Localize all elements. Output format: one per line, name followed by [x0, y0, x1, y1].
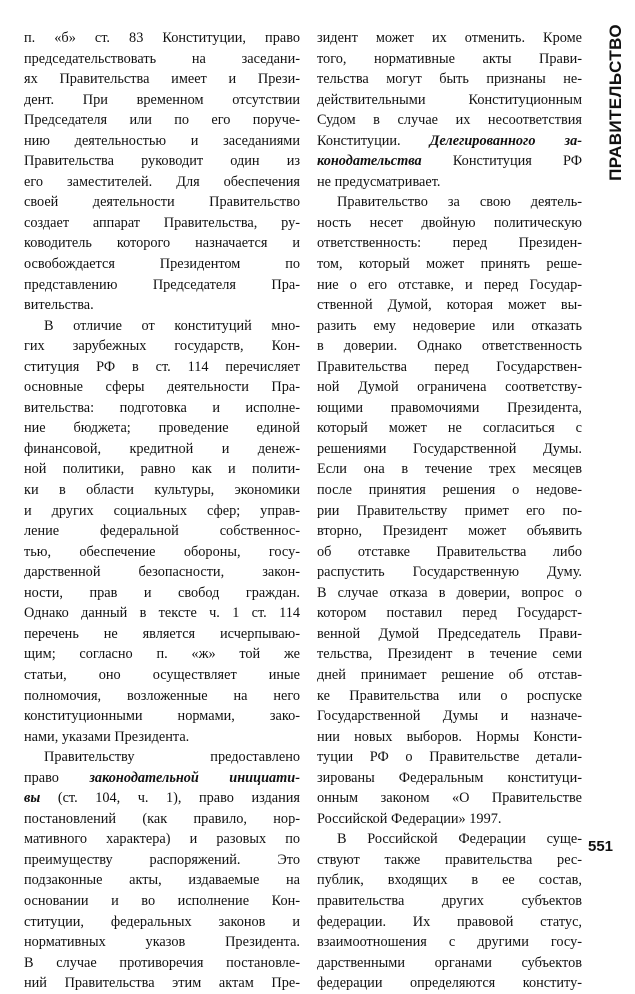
text-line	[24, 357, 300, 378]
text-line	[317, 850, 582, 871]
text-run: нормативных указов Президента.	[24, 934, 300, 951]
text-line	[24, 69, 300, 90]
text-run: представлению Председателя Пра-	[24, 276, 300, 293]
text-line	[24, 912, 300, 933]
text-line	[317, 192, 582, 213]
text-line	[317, 665, 582, 686]
text-run: ке Правительства или о роспуске	[317, 687, 582, 704]
text-line	[24, 459, 300, 480]
text-line	[317, 809, 582, 830]
text-run: ной политики, равно как и полити-	[24, 461, 300, 478]
text-run: Однако данный в тексте ч. 1 ст. 114	[24, 605, 300, 622]
left-column	[24, 28, 300, 994]
text-line	[24, 891, 300, 912]
text-run: Председателя или по его поруче-	[24, 112, 300, 129]
text-run: ность несет двойную политическую	[317, 214, 582, 231]
text-line	[317, 562, 582, 583]
text-run: тельства, Президент в течение семи	[317, 646, 582, 663]
text-run: который может не согласиться с	[317, 420, 582, 437]
text-run: ководитель которого назначается и	[24, 235, 300, 252]
text-line	[317, 501, 582, 522]
text-line	[317, 891, 582, 912]
text-run: Правительства руководит один из	[24, 153, 300, 170]
text-run: дарственной безопасности, закон-	[24, 564, 300, 581]
text-run: основные сферы деятельности Пра-	[24, 379, 300, 396]
text-run: ности, прав и свобод граждан.	[24, 584, 300, 601]
text-run: дарственными органами субъектов	[317, 954, 582, 971]
text-run: ление федеральной собственнос-	[24, 523, 300, 540]
text-run: ние о его отставке, и перед Госудаp-	[317, 276, 582, 293]
text-run: рии Правительству примет его по-	[317, 502, 582, 519]
text-run: действительными Конституционным	[317, 91, 582, 108]
text-line	[317, 521, 582, 542]
text-run: щим; согласно п. «ж» той же	[24, 646, 300, 663]
text-line	[24, 809, 300, 830]
text-run: взаимоотношения с другими госу-	[317, 934, 582, 951]
text-run: правительства других субъектов	[317, 892, 582, 909]
text-line	[317, 254, 582, 275]
text-run: ственной Думой, которая может вы-	[317, 297, 582, 314]
text-line	[24, 624, 300, 645]
text-run: ние бюджета; проведение единой	[24, 420, 300, 437]
text-line	[24, 131, 300, 152]
text-run: подзаконные акты, издаваемые на	[24, 872, 300, 889]
text-run: ствуют также правительства рес-	[317, 851, 582, 868]
text-run: венной Думой Председатель Прави-	[317, 625, 582, 642]
text-run: об отставке Правительства либо	[317, 543, 582, 560]
text-line	[317, 151, 582, 172]
text-run: право	[24, 769, 90, 786]
text-line	[317, 603, 582, 624]
text-run: Российской Федерации» 1997.	[317, 810, 502, 827]
text-line	[317, 316, 582, 337]
text-line	[317, 131, 582, 152]
text-line	[317, 686, 582, 707]
text-run: вительства.	[24, 297, 94, 314]
text-line	[317, 870, 582, 891]
paragraph	[24, 747, 300, 994]
text-line	[317, 28, 582, 49]
text-line	[317, 788, 582, 809]
text-run: в доверии. Однако ответственность	[317, 338, 582, 355]
text-run: В отличие от конституций мно-	[44, 317, 300, 334]
text-run: ной Думой ограничена соответству-	[317, 379, 582, 396]
text-line	[24, 788, 300, 809]
text-line	[24, 480, 300, 501]
paragraph	[24, 316, 300, 747]
text-line	[317, 49, 582, 70]
text-run: Конституции.	[317, 132, 430, 149]
text-line	[317, 172, 582, 193]
text-run: ний Правительства этим актам Пре-	[24, 975, 300, 992]
text-line	[24, 418, 300, 439]
text-run: Конституция РФ	[421, 153, 582, 170]
right-column	[317, 28, 582, 994]
text-run: дней принимает решение об отстав-	[317, 666, 582, 683]
text-line	[317, 953, 582, 974]
text-run: распустить Государственную Думу.	[317, 564, 582, 581]
text-run: том, который может принять реше-	[317, 256, 582, 273]
text-run: В Российской Федерации суще-	[337, 831, 582, 848]
running-head: ПРАВИТЕЛЬСТВО	[606, 24, 625, 181]
text-line	[317, 377, 582, 398]
text-run: Государственной Думы и назначе-	[317, 708, 582, 725]
text-line	[317, 213, 582, 234]
text-line	[24, 727, 300, 748]
text-run: и других социальных сфер; управ-	[24, 502, 300, 519]
text-run: ки в области культуры, экономики	[24, 482, 300, 499]
text-run: Правительству предоставлено	[44, 749, 300, 766]
text-run: федерации определяются конститу-	[317, 975, 582, 992]
text-run: председательствовать на заседани-	[24, 50, 300, 67]
text-line	[317, 542, 582, 563]
text-line	[24, 110, 300, 131]
text-line	[317, 398, 582, 419]
text-line	[317, 357, 582, 378]
text-line	[317, 480, 582, 501]
text-run: публик, входящих в ее состав,	[317, 872, 582, 889]
text-run: тью, обеспечение обороны, госу-	[24, 543, 300, 560]
text-run: освобождается Президентом по	[24, 256, 300, 273]
paragraph	[24, 28, 300, 316]
text-line	[24, 49, 300, 70]
text-run: полномочия, возложенные на него	[24, 687, 300, 704]
text-line	[24, 336, 300, 357]
text-run: разить ему недоверие или отказать	[317, 317, 582, 334]
text-line	[24, 316, 300, 337]
text-line	[317, 110, 582, 131]
italic-term: Делегированного за-	[429, 132, 582, 149]
text-line	[317, 973, 582, 994]
text-line	[24, 172, 300, 193]
text-run: постановлений (как правило, нор-	[24, 810, 300, 827]
text-run: ях Правительства имеет и Прези-	[24, 71, 300, 88]
text-line	[317, 69, 582, 90]
text-run: вторно, Президент может объявить	[317, 523, 582, 540]
text-line	[317, 932, 582, 953]
text-run: того, нормативные акты Прави-	[317, 50, 582, 67]
text-line	[24, 747, 300, 768]
text-line	[24, 706, 300, 727]
text-line	[24, 213, 300, 234]
text-line	[24, 953, 300, 974]
text-run: гих зарубежных государств, Кон-	[24, 338, 300, 355]
text-run: тельства могут быть признаны не-	[317, 71, 582, 88]
text-line	[24, 768, 300, 789]
text-line	[317, 912, 582, 933]
text-line	[24, 665, 300, 686]
text-line	[317, 706, 582, 727]
text-run: зидент может их отменить. Кроме	[317, 30, 582, 46]
text-line	[317, 90, 582, 111]
text-run: федерации. Их правовой статус,	[317, 913, 582, 930]
text-line	[317, 233, 582, 254]
text-line	[317, 418, 582, 439]
text-line	[24, 542, 300, 563]
italic-term: законодательной инициати-	[89, 769, 300, 786]
text-run: нию деятельностью и заседаниями	[24, 132, 300, 149]
text-line	[317, 275, 582, 296]
text-line	[24, 254, 300, 275]
text-line	[317, 336, 582, 357]
italic-term: конодательства	[317, 153, 422, 170]
text-line	[24, 398, 300, 419]
text-run: вительства: подготовка и исполне-	[24, 399, 300, 416]
text-run: нии новых выборов. Нормы Консти-	[317, 728, 582, 745]
text-run: перечень не является исчерпываю-	[24, 625, 300, 642]
text-line	[317, 459, 582, 480]
text-line	[24, 90, 300, 111]
text-run: Правительство за свою деятель-	[337, 194, 582, 211]
text-run: статьи, оно осуществляет иные	[24, 666, 300, 683]
text-run: зированы Федеральным конституци-	[317, 769, 582, 786]
text-line	[24, 870, 300, 891]
text-line	[24, 644, 300, 665]
text-run: котором поставил перед Государст-	[317, 605, 582, 622]
text-line	[317, 747, 582, 768]
text-line	[24, 973, 300, 994]
text-line	[317, 768, 582, 789]
text-run: создает аппарат Правительства, ру-	[24, 214, 300, 231]
text-run: своей деятельности Правительство	[24, 194, 300, 211]
text-run: мативного характера) и разовых по	[24, 831, 300, 848]
text-line	[24, 295, 300, 316]
text-run: Судом в случае их несоответствия	[317, 112, 582, 129]
text-line	[317, 727, 582, 748]
text-line	[24, 151, 300, 172]
text-run: Правительства перед Государствен-	[317, 358, 582, 375]
text-run: преимуществу распоряжений. Это	[24, 851, 300, 868]
text-line	[24, 850, 300, 871]
text-line	[24, 28, 300, 49]
text-run: после принятия решения о недове-	[317, 482, 582, 499]
text-line	[24, 932, 300, 953]
text-run: нами, указами Президента.	[24, 728, 190, 745]
text-run: п. «б» ст. 83 Конституции, право	[24, 30, 300, 46]
text-line	[317, 295, 582, 316]
text-run: (ст. 104, ч. 1), право издания	[40, 790, 300, 807]
text-line	[24, 521, 300, 542]
text-line	[24, 501, 300, 522]
text-line	[24, 275, 300, 296]
text-line	[24, 562, 300, 583]
text-run: финансовой, кредитной и денеж-	[24, 440, 300, 457]
text-line	[24, 439, 300, 460]
text-run: его заместителей. Для обеспечения	[24, 173, 300, 190]
text-line	[317, 644, 582, 665]
text-run: Если она в течение трех месяцев	[317, 461, 582, 478]
text-line	[24, 603, 300, 624]
text-line	[317, 583, 582, 604]
text-run: В случае отказа в доверии, вопрос о	[317, 584, 582, 601]
paragraph	[317, 192, 582, 829]
text-line	[24, 192, 300, 213]
text-line	[317, 829, 582, 850]
text-run: туции РФ о Правительстве детали-	[317, 749, 582, 766]
text-line	[24, 686, 300, 707]
text-line	[317, 439, 582, 460]
page-number: 551	[588, 838, 614, 855]
text-run: онным законом «О Правительстве	[317, 790, 582, 807]
text-run: ответственность: перед Президен-	[317, 235, 582, 252]
text-run: основании и во исполнение Кон-	[24, 892, 300, 909]
italic-term: вы	[24, 790, 41, 807]
paragraph	[317, 829, 582, 993]
text-run: ституции, федеральных законов и	[24, 913, 300, 930]
text-line	[24, 233, 300, 254]
text-line	[317, 624, 582, 645]
text-run: конституционными нормами, зако-	[24, 708, 300, 725]
text-run: В случае противоречия постановле-	[24, 954, 300, 971]
text-run: ституция РФ в ст. 114 перечисляет	[24, 358, 300, 375]
text-run: решениями Государственной Думы.	[317, 440, 582, 457]
text-run: дент. При временном отсутствии	[24, 91, 300, 108]
text-line	[24, 829, 300, 850]
text-run: не предусматривает.	[317, 173, 441, 190]
text-line	[24, 583, 300, 604]
text-run: ющими правомочиями Президента,	[317, 399, 582, 416]
paragraph	[317, 28, 582, 192]
text-line	[24, 377, 300, 398]
